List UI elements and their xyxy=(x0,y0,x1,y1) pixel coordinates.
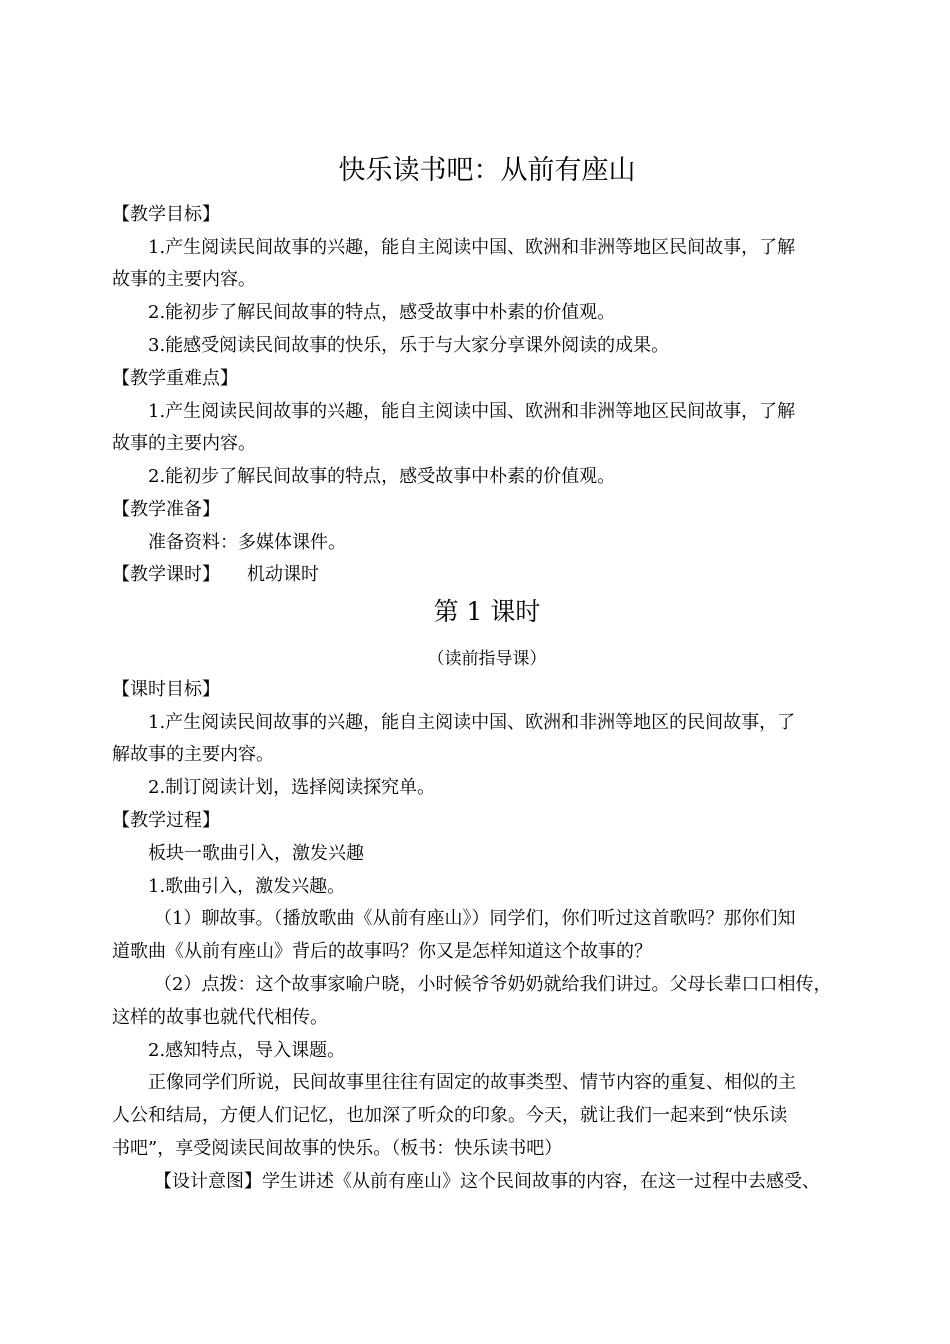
document-title: 快乐读书吧：从前有座山 xyxy=(338,155,636,186)
heading-lesson-goals: 【课时目标】 xyxy=(112,679,220,700)
design-intent-line: 【设计意图】学生讲述《从前有座山》这个民间故事的内容，在这一过程中去感受、 xyxy=(154,1171,820,1192)
paragraph-2-line-2: 这样的故事也就代代相传。 xyxy=(112,1007,328,1028)
lesson-subtitle: （读前指导课） xyxy=(427,649,547,669)
heading-teaching-goals: 【教学目标】 xyxy=(112,204,220,225)
heading-preparation: 【教学准备】 xyxy=(112,499,220,520)
preparation-text: 准备资料：多媒体课件。 xyxy=(148,532,346,553)
lesson-title: 第 1 课时 xyxy=(433,597,541,626)
lesson-goal-1-line-1: 1.产生阅读民间故事的兴趣，能自主阅读中国、欧洲和非洲等地区的民间故事，了 xyxy=(148,712,796,733)
goal-3: 3.能感受阅读民间故事的快乐，乐于与大家分享课外阅读的成果。 xyxy=(148,335,670,356)
key-point-1-line-1: 1.产生阅读民间故事的兴趣，能自主阅读中国、欧洲和非洲等地区民间故事，了解 xyxy=(148,401,796,422)
block-1-title: 板块一歌曲引入，激发兴趣 xyxy=(148,843,364,864)
paragraph-3-line-2: 人公和结局，方便人们记忆，也加深了听众的印象。今天，就让我们一起来到“快乐读 xyxy=(112,1105,788,1126)
heading-teaching-process: 【教学过程】 xyxy=(112,810,220,831)
paragraph-2-line-1: （2）点拨：这个故事家喻户晓，小时候爷爷奶奶就给我们讲过。父母长辈口口相传， xyxy=(154,974,832,995)
key-point-2: 2.能初步了解民间故事的特点，感受故事中朴素的价值观。 xyxy=(148,466,616,487)
step-1-title: 1.歌曲引入，激发兴趣。 xyxy=(148,876,346,897)
lesson-goal-1-line-2: 解故事的主要内容。 xyxy=(112,744,274,765)
goal-2: 2.能初步了解民间故事的特点，感受故事中朴素的价值观。 xyxy=(148,302,616,323)
step-2-title: 2.感知特点，导入课题。 xyxy=(148,1040,346,1061)
paragraph-1-line-1: （1）聊故事。（播放歌曲《从前有座山》）同学们，你们听过这首歌吗？那你们知 xyxy=(154,908,796,929)
key-point-1-line-2: 故事的主要内容。 xyxy=(112,433,256,454)
goal-1-line-2: 故事的主要内容。 xyxy=(112,269,256,290)
goal-1-line-1: 1.产生阅读民间故事的兴趣，能自主阅读中国、欧洲和非洲等地区民间故事，了解 xyxy=(148,237,796,258)
class-hours-value: 机动课时 xyxy=(247,564,319,585)
lesson-goal-2: 2.制订阅读计划，选择阅读探究单。 xyxy=(148,777,436,798)
heading-class-hours: 【教学课时】 xyxy=(112,564,220,585)
paragraph-3-line-3: 书吧”，享受阅读民间故事的快乐。（板书：快乐读书吧） xyxy=(112,1138,563,1159)
heading-key-points: 【教学重难点】 xyxy=(112,368,238,389)
paragraph-3-line-1: 正像同学们所说，民间故事里往往有固定的故事类型、情节内容的重复、相似的主 xyxy=(148,1072,796,1093)
paragraph-1-line-2: 道歌曲《从前有座山》背后的故事吗？你又是怎样知道这个故事的？ xyxy=(112,941,652,962)
